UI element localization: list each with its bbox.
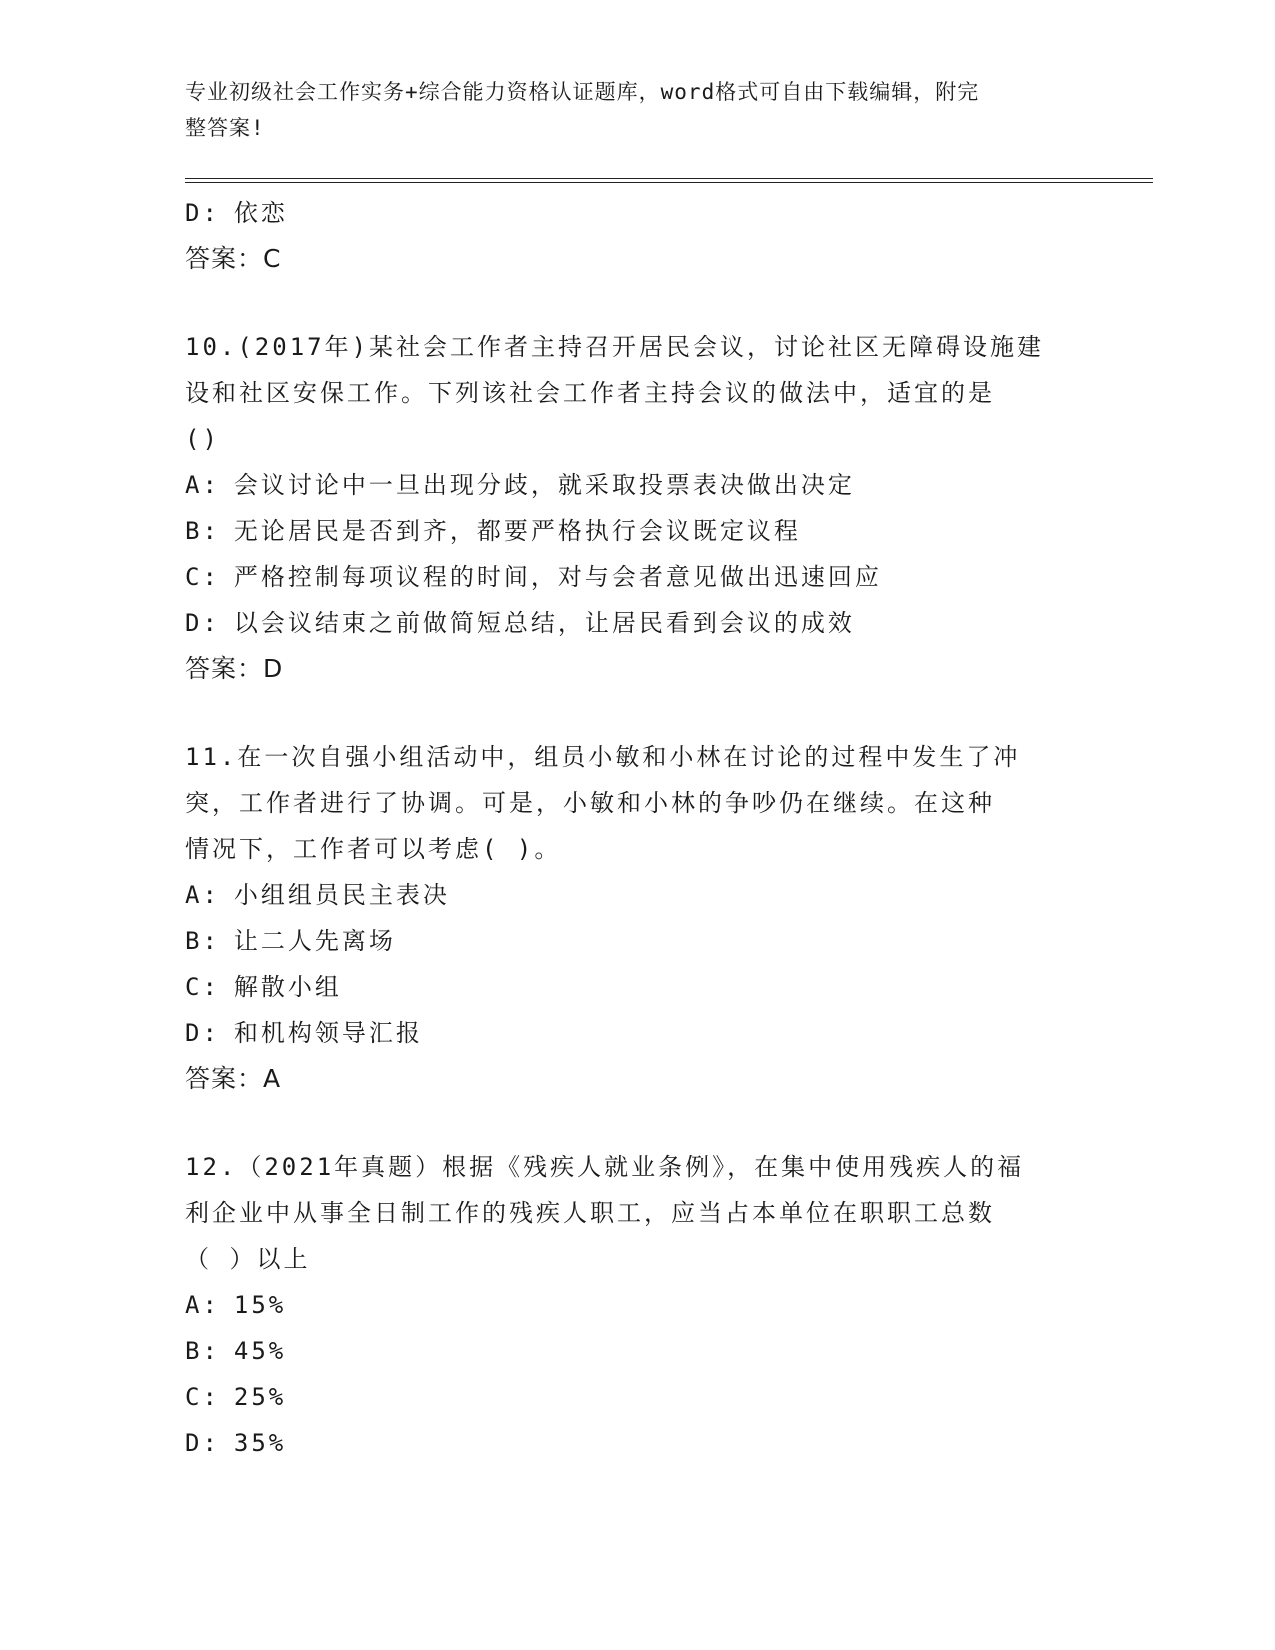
option-d	[185, 600, 1085, 646]
option-c	[185, 554, 1085, 600]
option-text: 以会议结束之前做简短总结，让居民看到会议的成效	[233, 609, 855, 637]
option-text: 严格控制每项议程的时间，对与会者意见做出迅速回应	[233, 563, 882, 591]
question-10	[185, 324, 1085, 692]
option-label: C:	[185, 1383, 220, 1411]
option-text: 依恋	[233, 199, 288, 227]
option-a	[185, 1282, 1085, 1328]
header-line-1: 专业初级社会工作实务+综合能力资格认证题库，word格式可自由下载编辑，附完	[185, 80, 980, 104]
header-line-2: 整答案!	[185, 116, 265, 140]
option-text: 解散小组	[233, 973, 342, 1001]
question-stem-line: 设和社区安保工作。下列该社会工作者主持会议的做法中，适宜的是	[185, 379, 995, 407]
question-11	[185, 734, 1085, 1102]
answer: 答案：D	[185, 654, 284, 683]
option-text: 让二人先离场	[233, 927, 396, 955]
header-rule-bottom	[185, 182, 1153, 183]
option-text: 无论居民是否到齐，都要严格执行会议既定议程	[233, 517, 801, 545]
option-b	[185, 918, 1085, 964]
answer: 答案：A	[185, 1064, 282, 1093]
question-12	[185, 1144, 1085, 1466]
question-content	[185, 190, 1085, 1466]
option-label: C:	[185, 973, 220, 1001]
option-label: D:	[185, 1429, 220, 1457]
option-text: 和机构领导汇报	[233, 1019, 423, 1047]
option-c	[185, 964, 1085, 1010]
option-label: C:	[185, 563, 220, 591]
question-stem-line: 突，工作者进行了协调。可是，小敏和小林的争吵仍在继续。在这种	[185, 789, 995, 817]
option-b	[185, 1328, 1085, 1374]
option-text: 15%	[233, 1291, 287, 1319]
option-d	[185, 1010, 1085, 1056]
option-text: 小组组员民主表决	[233, 881, 450, 909]
page-header	[185, 74, 1085, 146]
option-label: D:	[185, 199, 220, 227]
option-label: B:	[185, 517, 220, 545]
prev-option-d	[185, 190, 1085, 236]
option-text: 25%	[233, 1383, 287, 1411]
question-stem-line: 利企业中从事全日制工作的残疾人职工，应当占本单位在职职工总数	[185, 1199, 995, 1227]
question-stem-line: ()	[185, 425, 220, 453]
option-a	[185, 872, 1085, 918]
option-d	[185, 1420, 1085, 1466]
question-stem-line: （ ）以上	[185, 1245, 311, 1273]
question-stem-line: 情况下，工作者可以考虑( )。	[185, 835, 562, 863]
prev-answer: 答案：C	[185, 244, 282, 273]
question-stem-line: 12.（2021年真题）根据《残疾人就业条例》，在集中使用残疾人的福	[185, 1153, 1025, 1181]
option-label: B:	[185, 927, 220, 955]
option-label: A:	[185, 471, 220, 499]
option-a	[185, 462, 1085, 508]
question-stem-line: 11.在一次自强小组活动中，组员小敏和小林在讨论的过程中发生了冲	[185, 743, 1021, 771]
option-label: B:	[185, 1337, 220, 1365]
option-label: D:	[185, 609, 220, 637]
option-label: D:	[185, 1019, 220, 1047]
option-label: A:	[185, 881, 220, 909]
option-b	[185, 508, 1085, 554]
option-c	[185, 1374, 1085, 1420]
option-text: 会议讨论中一旦出现分歧，就采取投票表决做出决定	[233, 471, 855, 499]
header-rule-top	[185, 178, 1153, 179]
question-stem-line: 10.(2017年)某社会工作者主持召开居民会议，讨论社区无障碍设施建	[185, 333, 1045, 361]
option-text: 35%	[233, 1429, 287, 1457]
option-label: A:	[185, 1291, 220, 1319]
option-text: 45%	[233, 1337, 287, 1365]
